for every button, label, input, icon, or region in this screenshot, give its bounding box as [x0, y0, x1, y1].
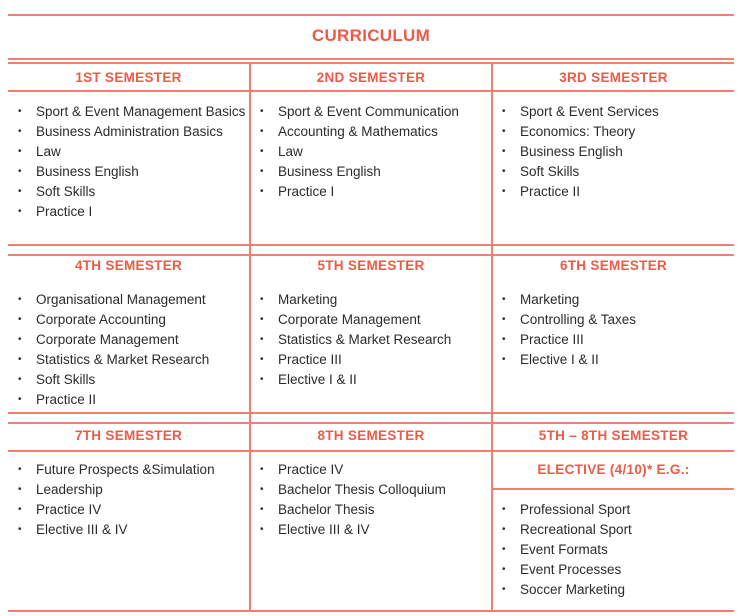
semester-heading: 6TH SEMESTER: [559, 258, 668, 273]
list-item: • Practice IV: [256, 460, 488, 480]
list-item: • Organisational Management: [14, 290, 246, 310]
divider: [8, 62, 734, 64]
list-item: • Statistics & Market Research: [256, 330, 488, 350]
semester-heading: 4TH SEMESTER: [74, 258, 183, 273]
list-item: • Practice IV: [14, 500, 246, 520]
list-item: • Business English: [498, 142, 730, 162]
list-item: • Recreational Sport: [498, 520, 730, 540]
list-item: • Law: [256, 142, 488, 162]
list-item: • Sport & Event Communication: [256, 102, 488, 122]
list-item: • Soft Skills: [498, 162, 730, 182]
list-item: • Sport & Event Services: [498, 102, 730, 122]
divider: [8, 90, 734, 92]
semester-heading: 1ST SEMESTER: [75, 70, 182, 85]
divider: [8, 422, 734, 424]
list-item: • Future Prospects &Simulation: [14, 460, 246, 480]
list-item: • Business Administration Basics: [14, 122, 246, 142]
list-item: • Corporate Management: [14, 330, 246, 350]
semester-heading: 5TH SEMESTER: [317, 258, 425, 273]
list-item: • Corporate Management: [256, 310, 488, 330]
course-list: [14, 460, 246, 540]
list-item: • Practice I: [256, 182, 488, 202]
list-item: • Practice III: [498, 330, 730, 350]
course-list: [256, 460, 488, 540]
list-item: • Practice II: [14, 390, 246, 410]
top-border: [8, 14, 734, 16]
semester-heading: 7TH SEMESTER: [74, 428, 183, 443]
course-list: [256, 102, 488, 202]
list-item: • Economics: Theory: [498, 122, 730, 142]
list-item: • Soft Skills: [14, 370, 246, 390]
list-item: • Law: [14, 142, 246, 162]
elective-heading: ELECTIVE (4/10)* E.G.:: [537, 462, 690, 477]
list-item: • Business English: [14, 162, 246, 182]
course-list: [498, 500, 730, 600]
list-item: • Business English: [256, 162, 488, 182]
list-item: • Elective I & II: [256, 370, 488, 390]
list-item: • Elective III & IV: [256, 520, 488, 540]
course-list: [256, 290, 488, 390]
bottom-border: [8, 610, 734, 612]
list-item: • Sport & Event Management Basics: [14, 102, 246, 122]
list-item: • Controlling & Taxes: [498, 310, 730, 330]
curriculum-title: CURRICULUM: [311, 26, 431, 45]
list-item: • Practice II: [498, 182, 730, 202]
semester-heading: 3RD SEMESTER: [559, 70, 668, 85]
list-item: • Bachelor Thesis: [256, 500, 488, 520]
list-item: • Elective III & IV: [14, 520, 246, 540]
list-item: • Leadership: [14, 480, 246, 500]
list-item: • Marketing: [256, 290, 488, 310]
course-list: [498, 102, 730, 202]
list-item: • Soccer Marketing: [498, 580, 730, 600]
list-item: • Statistics & Market Research: [14, 350, 246, 370]
column-divider: [249, 62, 251, 612]
list-item: • Professional Sport: [498, 500, 730, 520]
column-divider: [491, 62, 493, 612]
divider: [493, 488, 734, 490]
list-item: • Elective I & II: [498, 350, 730, 370]
divider: [8, 412, 734, 414]
course-list: [498, 290, 730, 370]
list-item: • Practice I: [14, 202, 246, 222]
divider: [8, 450, 734, 452]
divider: [8, 244, 734, 246]
list-item: • Marketing: [498, 290, 730, 310]
course-list: [14, 102, 246, 222]
list-item: • Event Processes: [498, 560, 730, 580]
list-item: • Soft Skills: [14, 182, 246, 202]
list-item: • Accounting & Mathematics: [256, 122, 488, 142]
list-item: • Practice III: [256, 350, 488, 370]
divider: [8, 254, 734, 256]
semester-heading: 5TH – 8TH SEMESTER: [538, 428, 689, 443]
list-item: • Event Formats: [498, 540, 730, 560]
divider: [8, 58, 734, 60]
semester-heading: 8TH SEMESTER: [317, 428, 425, 443]
list-item: • Bachelor Thesis Colloquium: [256, 480, 488, 500]
list-item: • Corporate Accounting: [14, 310, 246, 330]
semester-heading: 2ND SEMESTER: [316, 70, 426, 85]
course-list: [14, 290, 246, 410]
